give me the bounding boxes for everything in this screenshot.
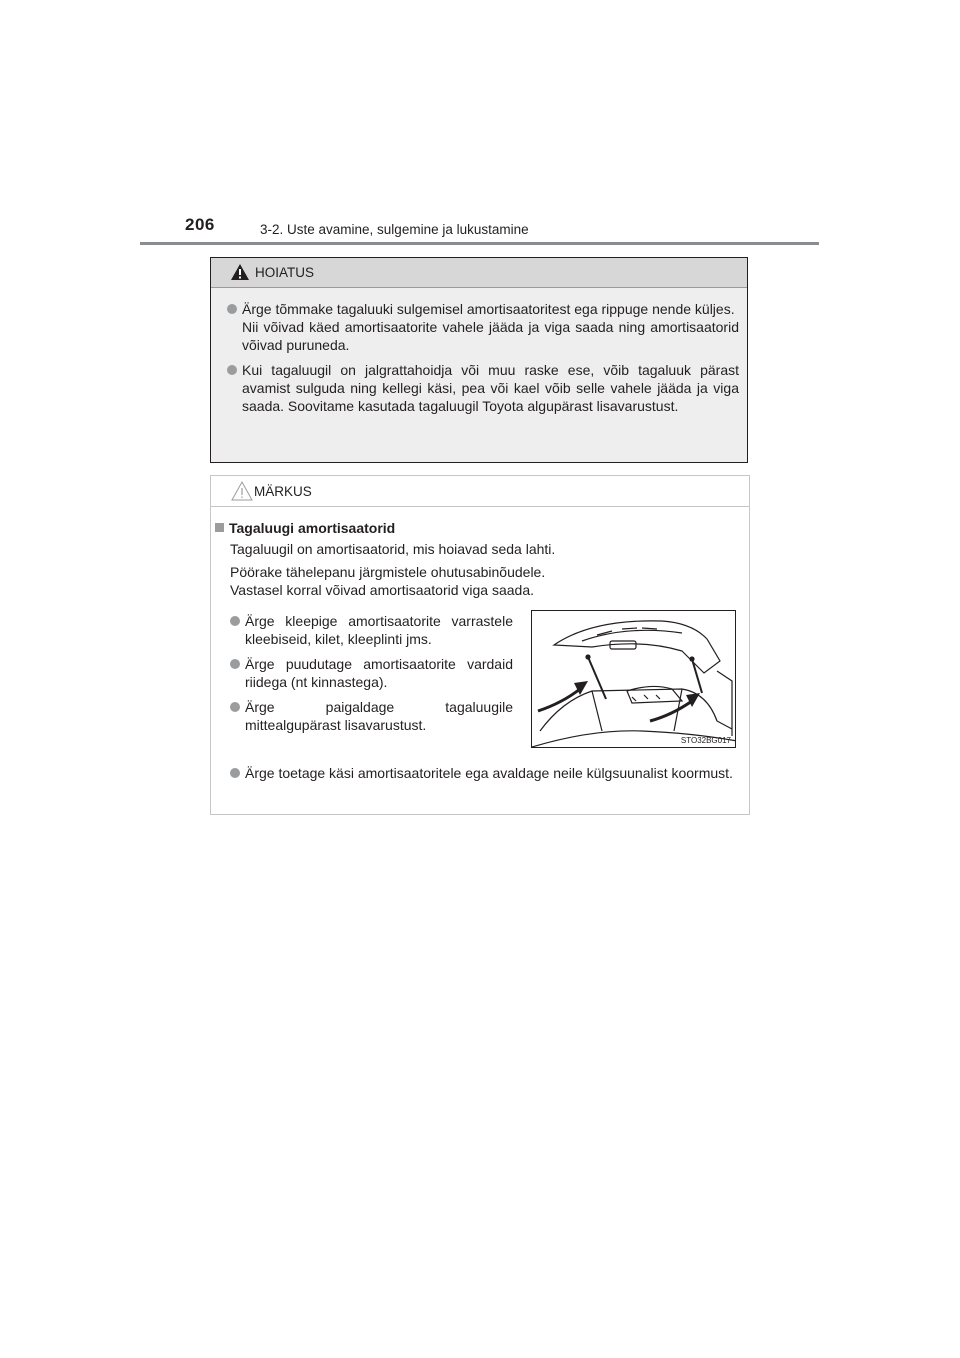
- warning-title: HOIATUS: [255, 265, 315, 280]
- caution-outline-icon: [230, 480, 254, 502]
- note-item-text: Ärge paigaldage tagaluugile mittealgupärast lisavarustust.: [245, 699, 513, 733]
- warning-triangle-icon: [230, 263, 250, 281]
- note-caution: [215, 563, 741, 599]
- note-header: [211, 476, 749, 507]
- note-item: [230, 698, 513, 734]
- bullet-dot-icon: [227, 365, 237, 375]
- warning-item-text: Ärge tõmmake tagaluuki sulgemisel amortisaatoritest ega rippuge nende küljes.: [242, 301, 735, 317]
- bullet-dot-icon: [230, 768, 240, 778]
- warning-header: [211, 258, 747, 288]
- bullet-dot-icon: [230, 702, 240, 712]
- note-item-text: Ärge puudutage amortisaatorite vardaid riidega (nt kinnastega).: [245, 656, 513, 690]
- figure-code: STO32BG017: [680, 736, 731, 745]
- warning-item-text: Nii võivad käed amortisaatorite vahele jääda ja viga saada ning amortisaatorid võivad puruneda.: [242, 319, 739, 353]
- note-caution-line: Vastasel korral võivad amortisaatorid viga saada.: [230, 582, 535, 598]
- note-box: [210, 475, 750, 815]
- note-item-text: Ärge kleepige amortisaatorite varrastele kleebiseid, kilet, kleeplinti jms.: [245, 613, 513, 647]
- bullet-dot-icon: [230, 659, 240, 669]
- note-item: [230, 612, 513, 648]
- square-bullet-icon: [215, 523, 224, 532]
- warning-item: [227, 361, 739, 415]
- note-item: [230, 764, 743, 782]
- tailgate-dampers-illustration: [531, 610, 736, 748]
- page-number: 206: [185, 215, 215, 234]
- note-caution-line: Pöörake tähelepanu järgmistele ohutusabinõudele.: [230, 564, 546, 580]
- note-item-text: Ärge toetage käsi amortisaatoritele ega avaldage neile külgsuunalist koormust.: [245, 765, 733, 781]
- note-subheading: [215, 519, 741, 537]
- header-rule: [140, 242, 819, 245]
- note-subheading-text: Tagaluugi amortisaatorid: [229, 520, 396, 536]
- note-intro: Tagaluugil on amortisaatorid, mis hoiavad seda lahti.: [230, 541, 556, 557]
- warning-item: [227, 300, 739, 354]
- warning-box: [210, 257, 748, 463]
- tailgate-drawing: [532, 611, 736, 748]
- note-item: [230, 655, 513, 691]
- bullet-dot-icon: [230, 616, 240, 626]
- section-title: 3-2. Uste avamine, sulgemine ja lukustamine: [260, 222, 529, 237]
- bullet-dot-icon: [227, 304, 237, 314]
- note-split-section: [215, 612, 741, 752]
- warning-item-text: Kui tagaluugil on jalgrattahoidja või muu raske ese, võib tagaluuk pärast avamist sulguda ning kellegi käsi, pea või kael võib selle vahele jääda ja viga saada. Soovitame kasutada tagaluugil Toyota algupärast lisavarustust.: [242, 362, 739, 414]
- note-title: MÄRKUS: [254, 484, 312, 499]
